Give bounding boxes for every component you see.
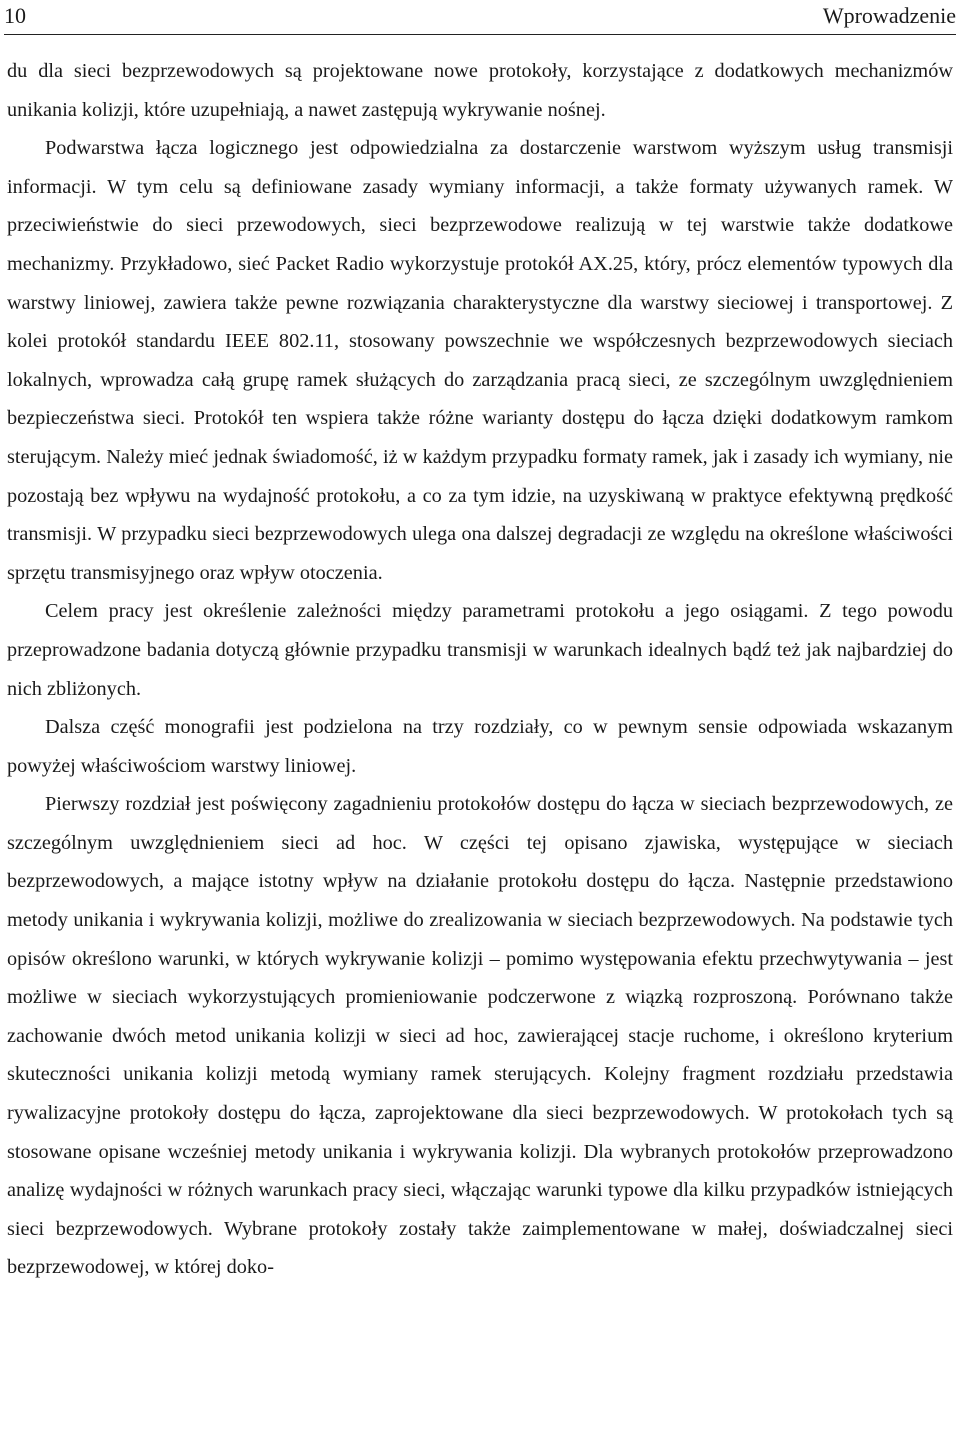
running-head: [4, 2, 956, 35]
page-number: 10: [4, 3, 26, 28]
paragraph-continuation: du dla sieci bezprzewodowych są projektowane nowe protokoły, korzystające z dodatkowych mechanizmów unikania kolizji, które uzupełniają, a nawet zastępują wykrywanie nośnej.: [7, 60, 953, 121]
chapter-title: Wprowadzenie: [822, 3, 956, 28]
paragraph-llc-sublayer: Podwarstwa łącza logicznego jest odpowiedzialna za dostarczenie warstwom wyższym usług transmisji informacji. W tym celu są definiowane zasady wymiany informacji, a także formaty używanych ramek. W przeciwieństwie do sieci przewodowych, sieci bezprzewodowe realizują w tej warstwie także dodatkowe mechanizmy. Przykładowo, sieć Packet Radio wykorzystuje protokół AX.25, który, prócz elementów typowych dla warstwy liniowej, zawiera także pewne rozwiązania charakterystyczne dla warstwy sieciowej i transportowej. Z kolei protokół standardu IEEE 802.11, stosowany powszechnie we współczesnych bezprzewodowych sieciach lokalnych, wprowadza całą grupę ramek służących do zarządzania pracą sieci, ze szczególnym uwzględnieniem bezpieczeństwa sieci. Protokół ten wspiera także różne warianty dostępu do łącza dzięki dodatkowym ramkom sterującym. Należy mieć jednak świadomość, iż w każdym przypadku formaty ramek, jak i zasady ich wymiany, nie pozostają bez wpływu na wydajność protokołu, a co za tym idzie, na uzyskiwaną w praktyce efektywną prędkość transmisji. W przypadku sieci bezprzewodowych ulega ona dalszej degradacji ze względu na określone właściwości sprzętu transmisyjnego oraz wpływ otoczenia.: [7, 137, 953, 584]
paragraph-aim-of-work: Celem pracy jest określenie zależności między parametrami protokołu a jego osiągami. Z tego powodu przeprowadzone badania dotyczą głównie przypadku transmisji w warunkach idealnych bądź też jak najbardziej do nich zbliżonych.: [7, 600, 953, 700]
paragraph-monograph-outline: Dalsza część monografii jest podzielona na trzy rozdziały, co w pewnym sensie odpowiada wskazanym powyżej właściwościom warstwy liniowej.: [7, 716, 953, 777]
paragraph-first-chapter: Pierwszy rozdział jest poświęcony zagadnieniu protokołów dostępu do łącza w sieciach bezprzewodowych, ze szczególnym uwzględnieniem sieci ad hoc. W części tej opisano zjawiska, występujące w sieciach bezprzewodowych, a mające istotny wpływ na działanie protokołu dostępu do łącza. Następnie przedstawiono metody unikania i wykrywania kolizji, możliwe do zrealizowania w sieciach bezprzewodowych. Na podstawie tych opisów określono warunki, w których wykrywanie kolizji – pomimo występowania efektu przechwytywania – jest możliwe w sieciach wykorzystujących promieniowanie podczerwone z wiązką rozproszoną. Porównano także zachowanie dwóch metod unikania kolizji w sieci ad hoc, zawierającej stacje ruchome, i określono kryterium skuteczności unikania kolizji metodą wymiany ramek sterujących. Kolejny fragment rozdziału przedstawia rywalizacyjne protokoły dostępu do łącza, zaprojektowane dla sieci bezprzewodowych. W protokołach tych są stosowane opisane wcześniej metody unikania i wykrywania kolizji. Dla wybranych protokołów przeprowadzono analizę wydajności w różnych warunkach pracy sieci, włączając warunki typowe dla kilku przypadków istniejących sieci bezprzewodowych. Wybrane protokoły zostały także zaimplementowane w małej, doświadczalnej sieci bezprzewodowej, w której doko-: [7, 793, 953, 1279]
body-text: [7, 52, 953, 1287]
